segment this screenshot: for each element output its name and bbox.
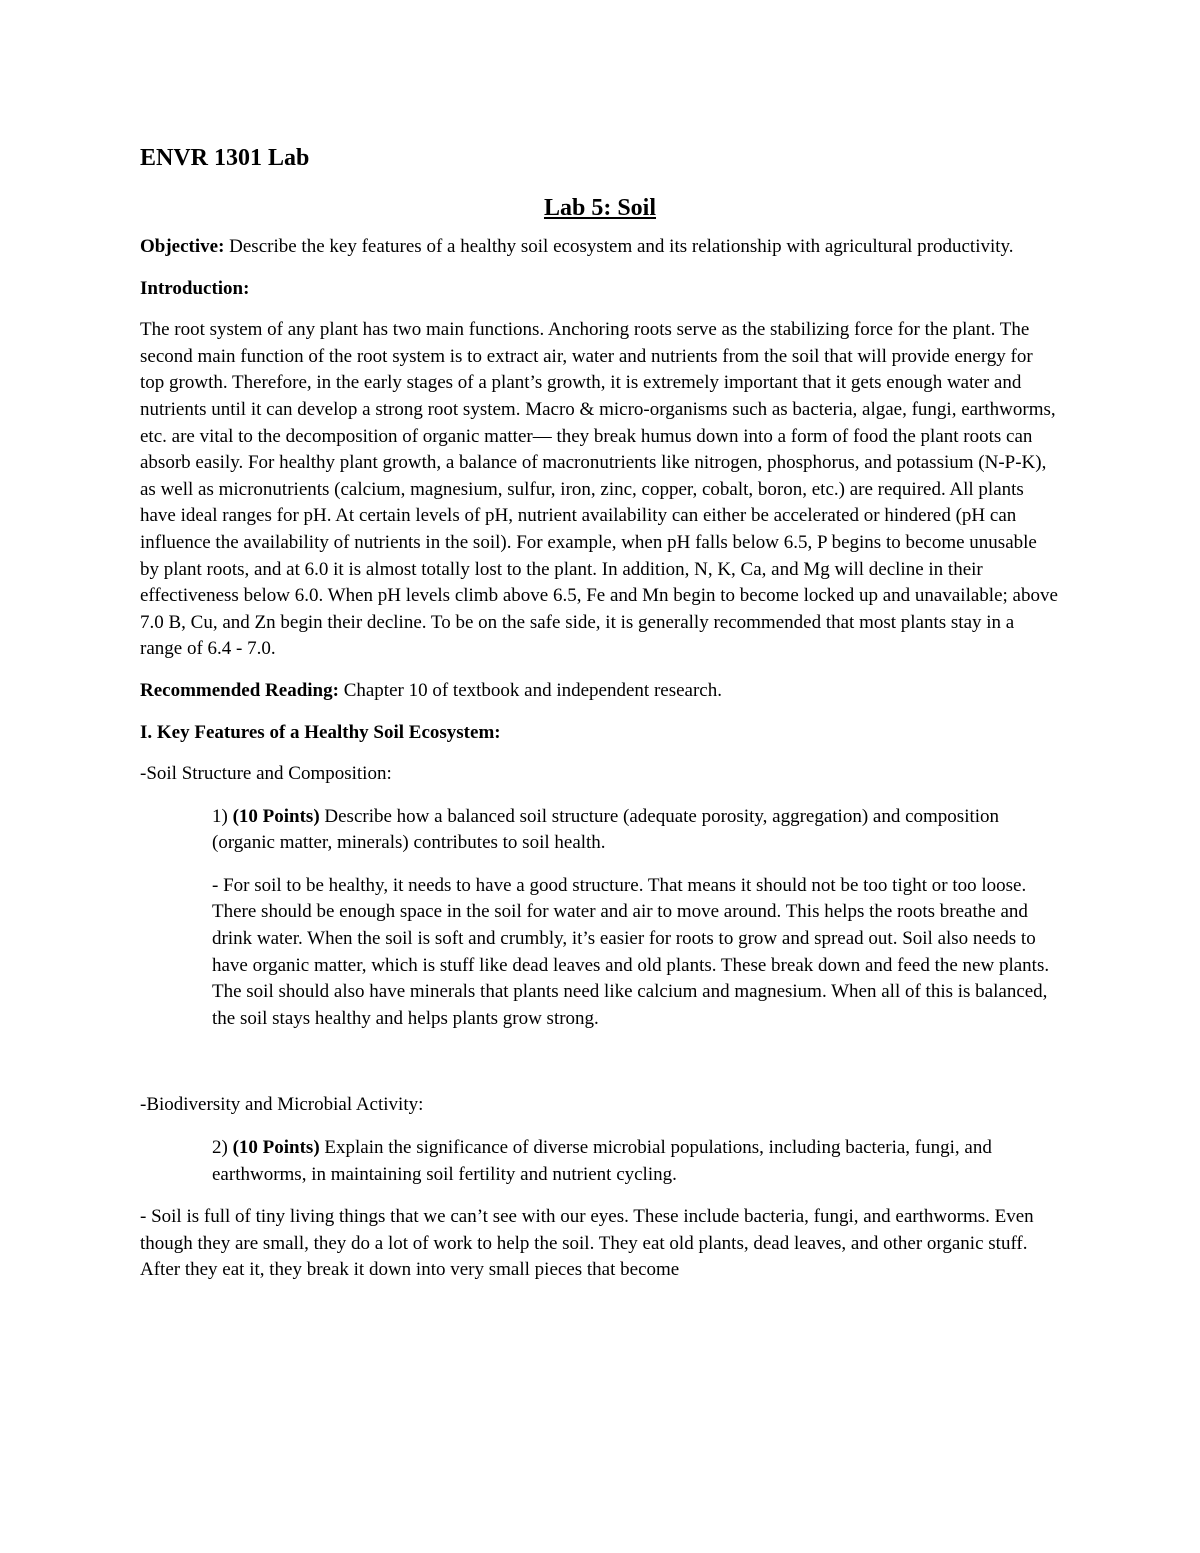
recommended-reading — [140, 678, 1060, 705]
question-1 — [140, 804, 1060, 857]
recommended-reading-label: Recommended Reading: — [140, 679, 339, 701]
question-2-points: (10 Points) — [232, 1137, 320, 1159]
course-title: ENVR 1301 Lab — [140, 145, 310, 171]
recommended-reading-text: Chapter 10 of textbook and independent research. — [338, 679, 722, 701]
question-1-number: 1) — [212, 805, 233, 827]
answer-1: - For soil to be healthy, it needs to have a good structure. That means it should not be too tight or too loose. There should be enough space in the soil for water and air to move around. This helps the roots breathe and drink water. When the soil is soft and crumbly, it’s easier for roots to grow and spread out. Soil also needs to have organic matter, which is stuff like dead leaves and old plants. These break down and feed the new plants. The soil should also have minerals that plants need like calcium and magnesium. When all of this is balanced, the soil stays healthy and helps plants grow strong. — [212, 874, 1050, 1029]
subsection-biodiversity-heading: -Biodiversity and Microbial Activity: — [140, 1094, 424, 1116]
question-1-text: Describe how a balanced soil structure (adequate porosity, aggregation) and composition (organic matter, minerals) contributes to soil health. — [212, 805, 1000, 854]
question-2-number: 2) — [212, 1137, 233, 1159]
subsection-soil-structure-heading: -Soil Structure and Composition: — [140, 763, 392, 785]
question-2-text: Explain the significance of diverse microbial populations, including bacteria, fungi, and earthworms, in maintaining soil fertility and nutrient cycling. — [212, 1137, 992, 1185]
section-1-heading: I. Key Features of a Healthy Soil Ecosystem: — [140, 721, 501, 743]
introduction-heading: Introduction: — [140, 277, 250, 299]
objective-text: Describe the key features of a healthy soil ecosystem and its relationship with agricultural productivity. — [224, 236, 1014, 257]
document-page — [140, 143, 1060, 1284]
question-2 — [140, 1135, 1060, 1188]
lab-title: Lab 5: Soil — [543, 195, 657, 221]
answer-2: - Soil is full of tiny living things that we can’t see with our eyes. These include bacteria, fungi, and earthworms. Even though they are small, they do a lot of work to help the soil. They eat old plants, dead leaves, and other organic stuff. After they eat it, they break it down into very small pieces that become — [140, 1206, 1034, 1281]
objective-label: Objective: — [140, 236, 225, 257]
introduction-body: The root system of any plant has two main functions. Anchoring roots serve as the stabilizing force for the plant. The second main function of the root system is to extract air, water and nutrients from the soil that will provide energy for top growth. Therefore, in the early stages of a plant’s growth, it is extremely important that it gets enough water and nutrients until it can develop a strong root system. Macro & micro-organisms such as bacteria, algae, fungi, earthworms, etc. are vital to the decomposition of organic matter— they break humus down into a form of food the plant roots can absorb easily. For healthy plant growth, a balance of macronutrients like nitrogen, phosphorus, and potassium (N-P-K), as well as micronutrients (calcium, magnesium, sulfur, iron, zinc, copper, cobalt, boron, etc.) are required. All plants have ideal ranges for pH. At certain levels of pH, nutrient availability can either be accelerated or hindered (pH can influence the availability of nutrients in the soil). For example, when pH falls below 6.5, P begins to become unusable by plant roots, and at 6.0 it is almost totally lost to the plant. In addition, N, K, Ca, and Mg will decline in their effectiveness below 6.0. When pH levels climb above 6.5, Fe and Mn begin to become locked up and unavailable; above 7.0 B, Cu, and Zn begin their decline. To be on the safe side, it is generally recommended that most plants stay in a range of 6.4 - 7.0. — [140, 319, 1058, 660]
objective-paragraph — [140, 234, 1060, 261]
question-1-points: (10 Points) — [232, 805, 320, 827]
